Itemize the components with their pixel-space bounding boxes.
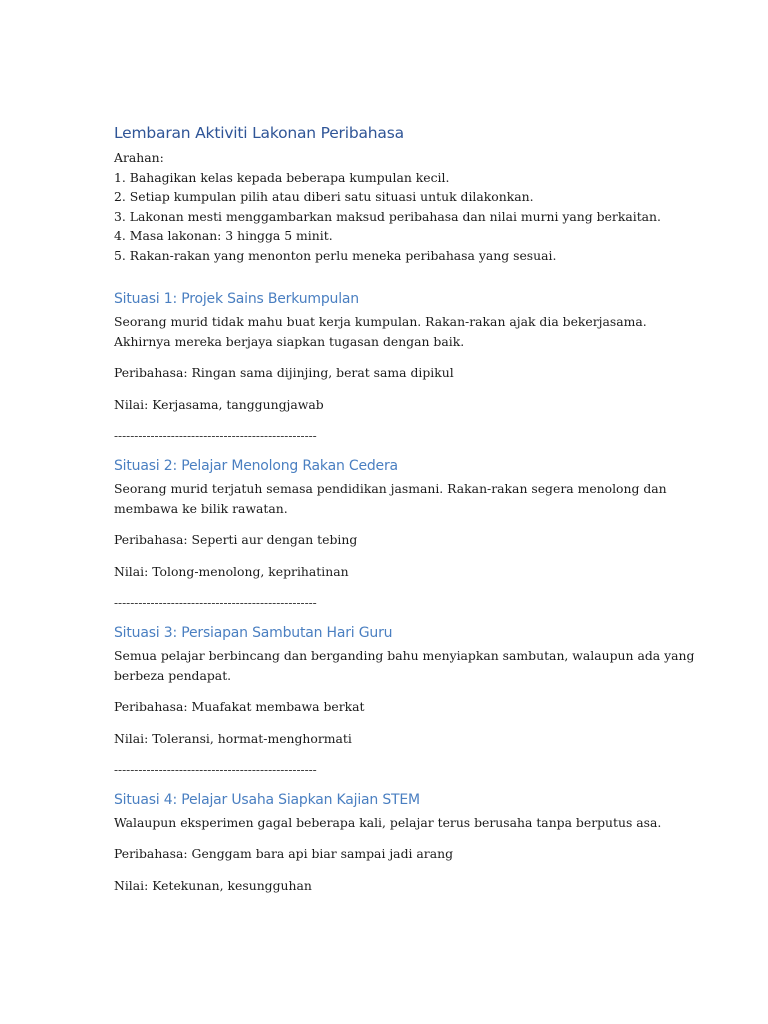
description-line: Akhirnya mereka berjaya siapkan tugasan dengan baik. — [114, 334, 465, 349]
section-divider: -------------------------------------------------- — [114, 429, 317, 443]
description-line: berbeza pendapat. — [114, 668, 232, 683]
description-line: membawa ke bilik rawatan. — [114, 501, 288, 516]
instruction-item: 4. Masa lakonan: 3 hingga 5 minit. — [114, 228, 333, 243]
situation-values: Nilai: Toleransi, hormat-menghormati — [114, 731, 352, 746]
instruction-item: 2. Setiap kumpulan pilih atau diberi satu situasi untuk dilakonkan. — [114, 189, 534, 204]
situation-4 — [114, 792, 714, 896]
description-line: Semua pelajar berbincang dan berganding bahu menyiapkan sambutan, walaupun ada yang — [114, 648, 695, 663]
situation-heading: Situasi 1: Projek Sains Berkumpulan — [114, 291, 359, 307]
situation-values: Nilai: Tolong-menolong, keprihatinan — [114, 564, 349, 579]
situation-proverb: Peribahasa: Genggam bara api biar sampai jadi arang — [114, 846, 454, 861]
description-line: Seorang murid tidak mahu buat kerja kumpulan. Rakan-rakan ajak dia bekerjasama. — [114, 314, 647, 329]
situation-description — [114, 646, 714, 686]
situation-1 — [114, 291, 714, 415]
situation-heading: Situasi 3: Persiapan Sambutan Hari Guru — [114, 625, 393, 641]
situation-values: Nilai: Ketekunan, kesungguhan — [114, 878, 312, 893]
instruction-item: 5. Rakan-rakan yang menonton perlu meneka peribahasa yang sesuai. — [114, 247, 557, 263]
situation-description — [114, 479, 714, 519]
situation-heading: Situasi 2: Pelajar Menolong Rakan Cedera — [114, 458, 398, 474]
instructions-block — [114, 148, 714, 265]
instruction-item: 1. Bahagikan kelas kepada beberapa kumpulan kecil. — [114, 169, 450, 185]
instructions-label: Arahan: — [114, 150, 164, 165]
section-divider: -------------------------------------------------- — [114, 596, 317, 610]
description-line: Seorang murid terjatuh semasa pendidikan jasmani. Rakan-rakan segera menolong dan — [114, 481, 667, 496]
situation-proverb: Peribahasa: Muafakat membawa berkat — [114, 699, 365, 714]
situation-2 — [114, 458, 714, 582]
situation-description — [114, 813, 714, 833]
instruction-item: 3. Lakonan mesti menggambarkan maksud peribahasa dan nilai murni yang berkaitan. — [114, 208, 661, 224]
description-line: Walaupun eksperimen gagal beberapa kali, pelajar terus berusaha tanpa berputus asa. — [114, 815, 662, 830]
section-divider: -------------------------------------------------- — [114, 763, 317, 777]
situation-description — [114, 312, 714, 352]
document-page — [114, 124, 714, 907]
situation-3 — [114, 625, 714, 749]
situation-proverb: Peribahasa: Seperti aur dengan tebing — [114, 532, 358, 547]
situation-proverb: Peribahasa: Ringan sama dijinjing, berat sama dipikul — [114, 365, 454, 380]
document-title: Lembaran Aktiviti Lakonan Peribahasa — [114, 124, 404, 142]
situation-heading: Situasi 4: Pelajar Usaha Siapkan Kajian STEM — [114, 792, 420, 808]
situation-values: Nilai: Kerjasama, tanggungjawab — [114, 397, 324, 412]
